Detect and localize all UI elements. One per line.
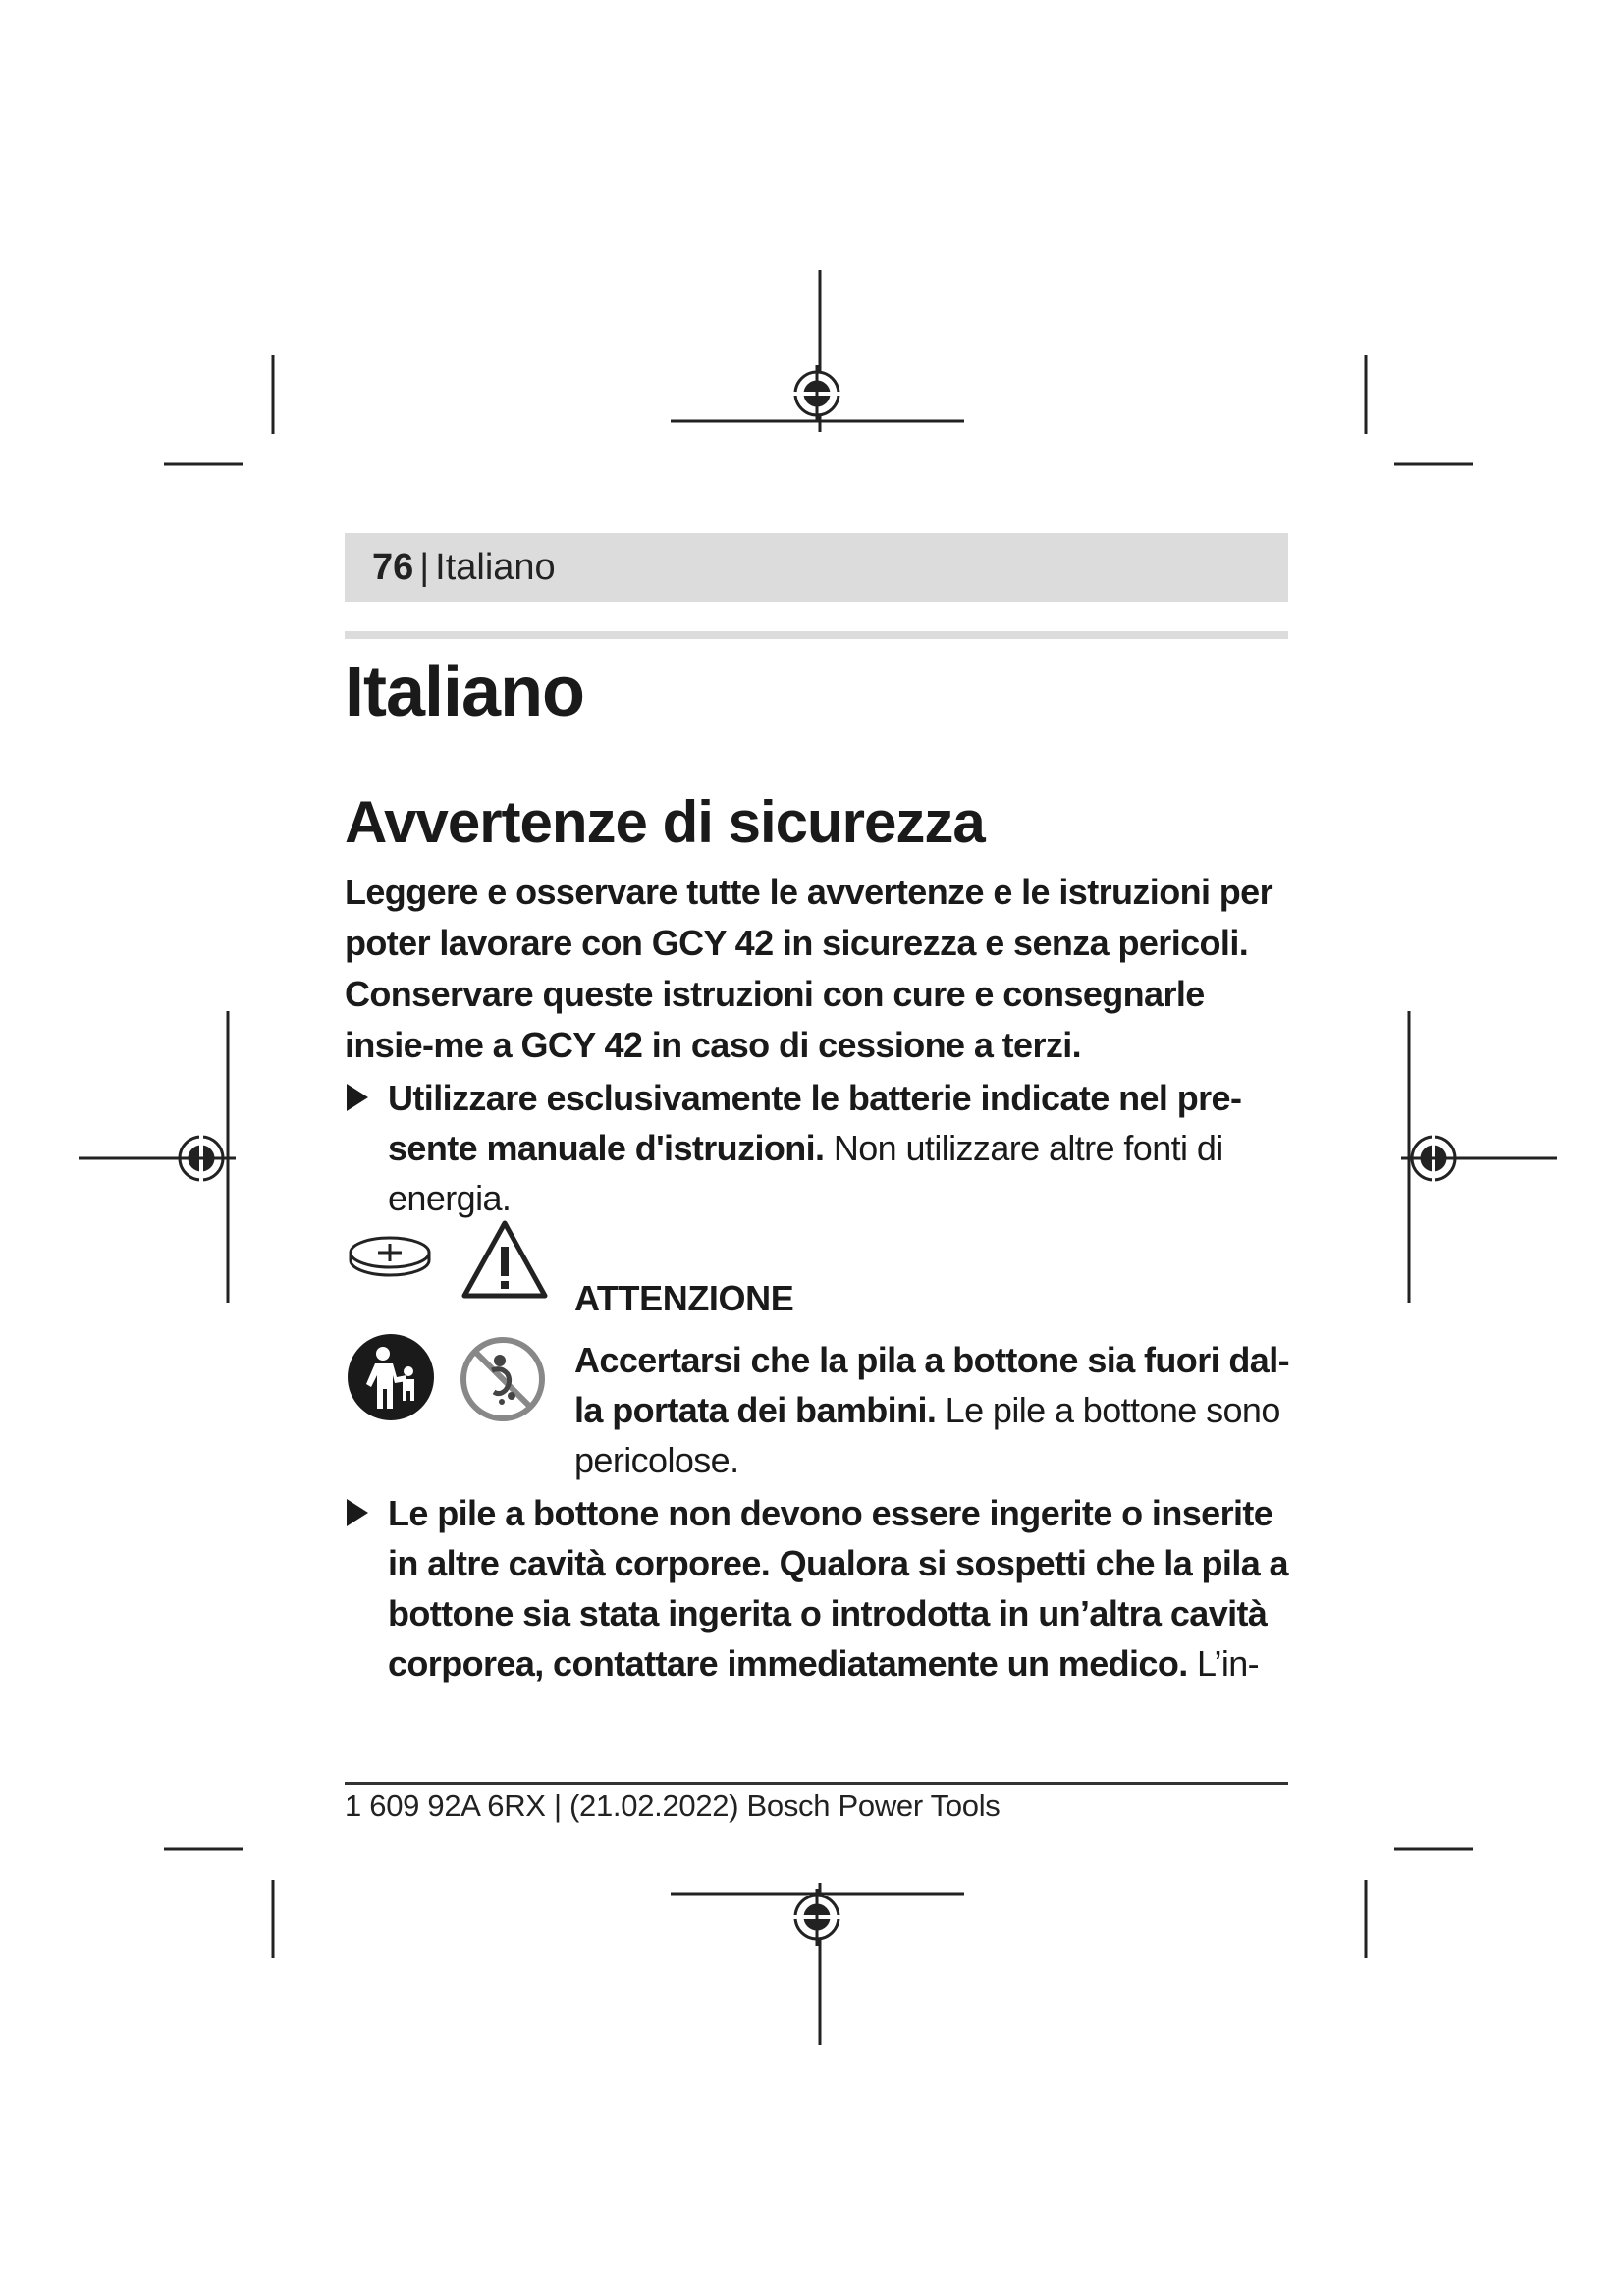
header-rule <box>345 631 1288 639</box>
attention-bold-text: Accertarsi che la pila a bottone sia fuori dal-la portata dei bambini. <box>574 1340 1290 1430</box>
section-title: Avvertenze di sicurezza <box>345 789 985 855</box>
header-language: Italiano <box>435 546 556 588</box>
page-header <box>345 533 1288 602</box>
attention-text <box>574 1335 1291 1485</box>
do-not-swallow-icon <box>459 1335 547 1423</box>
bullet-normal-text: Non utilizzare altre fonti di energia. <box>388 1128 1223 1218</box>
keep-away-from-children-icon <box>346 1332 436 1422</box>
attention-title: ATTENZIONE <box>574 1278 794 1318</box>
attention-normal-text: Le pile a bottone sono pericolose. <box>574 1390 1280 1480</box>
page-footer: 1 609 92A 6RX | (21.02.2022) Bosch Power Tools <box>345 1789 1001 1823</box>
page-number: 76 <box>372 546 414 588</box>
bullet-text <box>345 1073 1292 1223</box>
warning-triangle-icon <box>459 1217 551 1302</box>
bullet-bold-text: Le pile a bottone non devono essere ingerite o inserite in altre cavità corporee. Qualora si sospetti che la pila a bottone sia stata ingerita o introdotta in un’altra cavità corporea, contattare immediatamente un medico. <box>388 1493 1288 1683</box>
bullet-arrow-icon <box>347 1499 368 1526</box>
bullet-arrow-icon <box>347 1084 368 1111</box>
footer-rule <box>345 1782 1288 1785</box>
page-title: Italiano <box>345 653 585 731</box>
bullet-swallow-warning <box>345 1488 1292 1688</box>
bullet-batteries <box>345 1073 1292 1223</box>
button-cell-icon <box>346 1232 434 1281</box>
header-separator: | <box>419 546 430 588</box>
bullet-normal-text: L’in- <box>1187 1643 1260 1683</box>
bullet-text <box>345 1488 1292 1688</box>
intro-paragraph: Leggere e osservare tutte le avvertenze e le istruzioni per poter lavorare con GCY 42 in sicurezza e senza pericoli. Conservare queste istruzioni con cure e consegnarle insie-me a GCY 42 in caso di cessione a terzi. <box>345 872 1273 1065</box>
bullet-bold-text: Utilizzare esclusivamente le batterie indicate nel pre-sente manuale d'istruzioni. <box>388 1078 1242 1168</box>
